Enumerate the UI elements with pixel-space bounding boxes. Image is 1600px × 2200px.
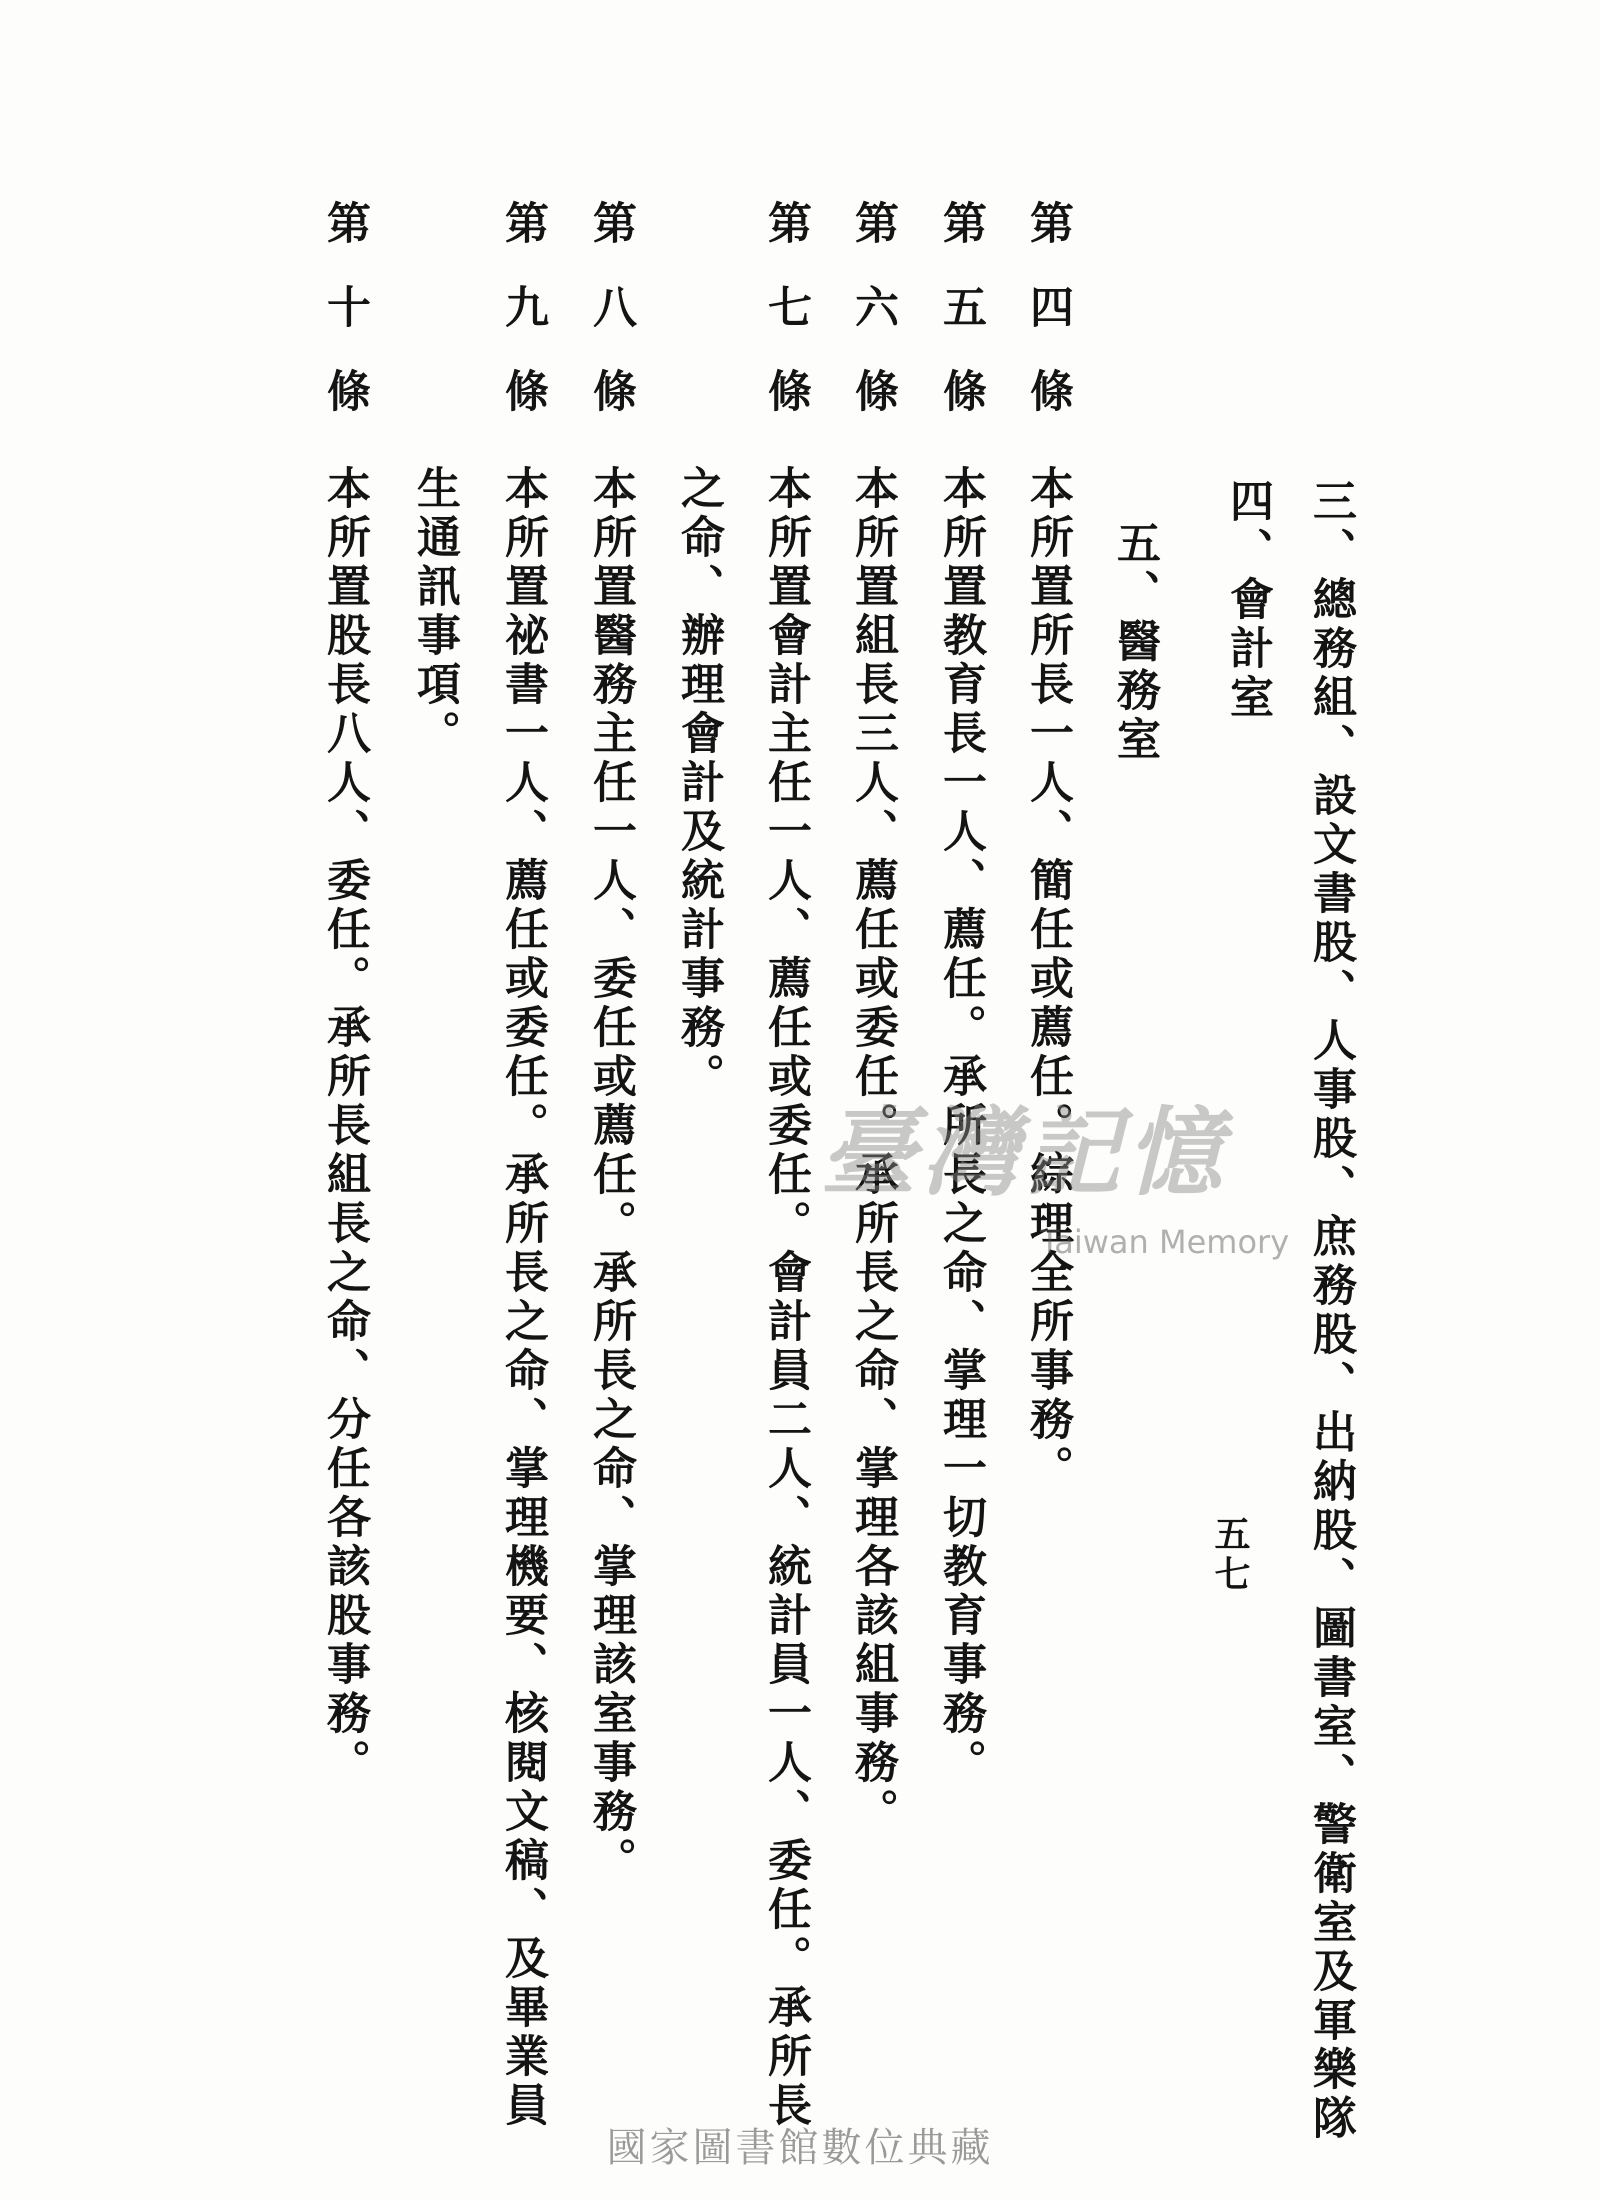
article-10-text: 本所置股長八人、委任。承所長組長之命、分任各該股事務。 bbox=[319, 465, 370, 1788]
article-9-text-continued: 生通訊事項。 bbox=[409, 465, 460, 759]
article-5-text: 本所置教育長一人、薦任。承所長之命、掌理一切教育事務。 bbox=[935, 465, 986, 1788]
list-item-4: 四、會計室 bbox=[1222, 478, 1273, 723]
page-number: 五七 bbox=[1209, 1515, 1251, 1595]
article-6-text: 本所置組長三人、薦任或委任。承所長之命、掌理各該組事務。 bbox=[847, 465, 898, 1837]
article-8-text: 本所置醫務主任一人、委任或薦任。承所長之命、掌理該室事務。 bbox=[585, 465, 636, 1886]
article-7-text: 本所置會計主任一人、薦任或委任。會計員二人、統計員一人、委任。承所長 bbox=[760, 465, 811, 2131]
watermark-chinese: 臺灣記憶 bbox=[820, 1096, 1228, 1209]
article-4-text: 本所置所長一人、簡任或薦任。綜理全所事務。 bbox=[1022, 465, 1073, 1494]
article-5-number: 第五條 bbox=[935, 200, 986, 452]
article-8-number: 第八條 bbox=[585, 200, 636, 452]
article-6-number: 第六條 bbox=[847, 200, 898, 452]
article-7-number: 第七條 bbox=[760, 200, 811, 452]
list-item-5: 五、醫務室 bbox=[1109, 520, 1160, 765]
article-9-number: 第九條 bbox=[497, 200, 548, 452]
watermark-logo bbox=[820, 1096, 1290, 1261]
watermark-english: Taiwan Memory bbox=[1040, 1223, 1290, 1261]
footer-collection-label: 國家圖書館數位典藏 bbox=[606, 2125, 994, 2171]
article-4-number: 第四條 bbox=[1022, 200, 1073, 452]
article-10-number: 第十條 bbox=[319, 200, 370, 452]
list-item-3: 三、總務組、設文書股、人事股、庶務股、出納股、圖書室、警衛室及軍樂隊 bbox=[1305, 478, 1356, 2144]
article-7-text-continued: 之命、辦理會計及統計事務。 bbox=[673, 465, 724, 1102]
article-9-text: 本所置祕書一人、薦任或委任。承所長之命、掌理機要、核閱文稿、及畢業員 bbox=[497, 465, 548, 2131]
